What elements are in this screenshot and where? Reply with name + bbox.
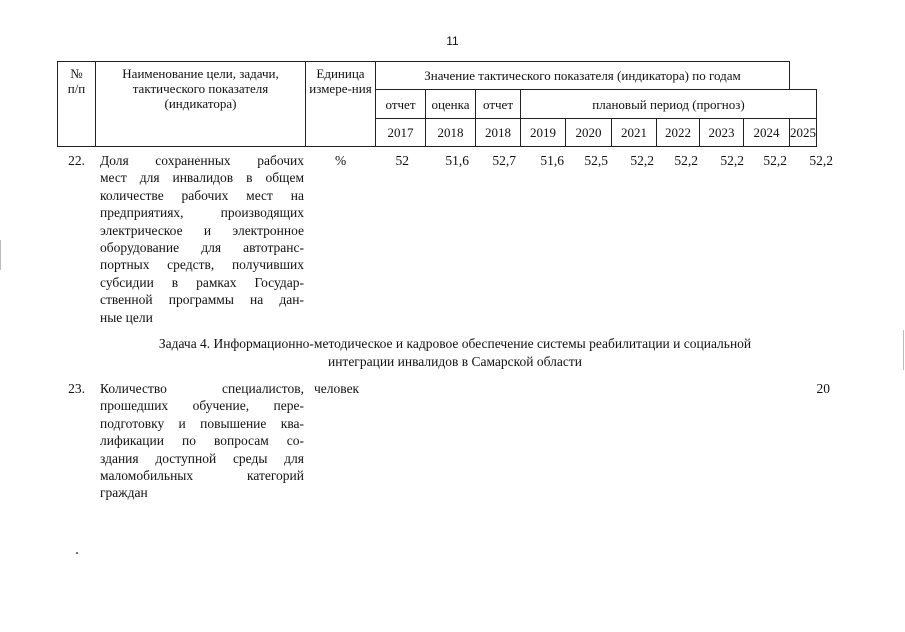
name-line: количестве рабочих мест на [100,187,304,203]
name-line: ные цели [100,309,153,325]
header-sub-report-2018: отчет [476,90,521,119]
row-value: 52,7 [492,153,516,168]
name-line: маломобильных категорий [100,468,304,484]
name-line: субсидии в рамках Государ- [100,274,304,290]
row-unit: % [335,153,347,168]
header-sub-planned-period: плановый период (прогноз) [521,90,817,119]
header-name: Наименование цели, задачи, тактического показателя (индикатора) [96,62,306,147]
header-year: 2025 [790,119,817,147]
header-year: 2020 [566,119,612,147]
name-line: оборудование для автотранс- [100,240,304,256]
name-line: здания доступной среды для [100,450,304,466]
header-year: 2023 [700,119,744,147]
row-indicator-name [100,152,304,326]
row-number: 23. [68,381,85,396]
scan-artifact [0,240,1,270]
header-value-group: Значение тактического показателя (индикатора) по годам [376,62,790,90]
row-value: 52,2 [630,153,654,168]
row-value: 20 [816,381,830,396]
row-number: 22. [68,153,85,168]
scan-artifact [76,552,78,554]
name-line: прошедших обучение, пере- [100,398,304,414]
name-line: предприятиях, производящих [100,205,304,221]
name-line: портных средств, получивших [100,257,304,273]
row-value: 52,2 [763,153,787,168]
row-value: 52,2 [720,153,744,168]
header-year: 2018 [426,119,476,147]
header-sub-estimate-2018: оценка [426,90,476,119]
header-year: 2018 [476,119,521,147]
header-num: № п/п [58,62,96,147]
row-value: 52 [395,153,409,168]
row-indicator-name [100,380,304,502]
row-value: 51,6 [445,153,469,168]
header-year: 2017 [376,119,426,147]
header-year: 2024 [744,119,790,147]
header-year: 2022 [657,119,700,147]
name-line: подготовку и повышение ква- [100,415,304,431]
header-year: 2019 [521,119,566,147]
indicator-table-header [57,61,817,147]
row-value: 52,5 [584,153,608,168]
name-line: граждан [100,485,148,501]
name-line: электрическое и электронное [100,222,304,238]
header-sub-report-2017: отчет [376,90,426,119]
row-value: 52,2 [809,153,833,168]
header-year: 2021 [612,119,657,147]
page-number: 11 [446,34,459,48]
task-heading-line: Задача 4. Информационно-методическое и кадровое обеспечение системы реабилитации и социальной [158,336,752,351]
row-value: 51,6 [540,153,564,168]
name-line: Количество специалистов, [100,381,304,396]
name-line: Доля сохраненных рабочих [100,153,304,168]
row-value: 52,2 [674,153,698,168]
task-heading-line: интеграции инвалидов в Самарской области [327,354,583,369]
name-line: ственной программы на дан- [100,292,304,308]
task-heading [90,335,820,371]
header-unit: Единица измере-ния [306,62,376,147]
name-line: мест для инвалидов в общем [100,170,304,186]
row-unit: человек [314,381,360,396]
name-line: лификации по вопросам со- [100,433,304,449]
scan-artifact [903,330,904,370]
